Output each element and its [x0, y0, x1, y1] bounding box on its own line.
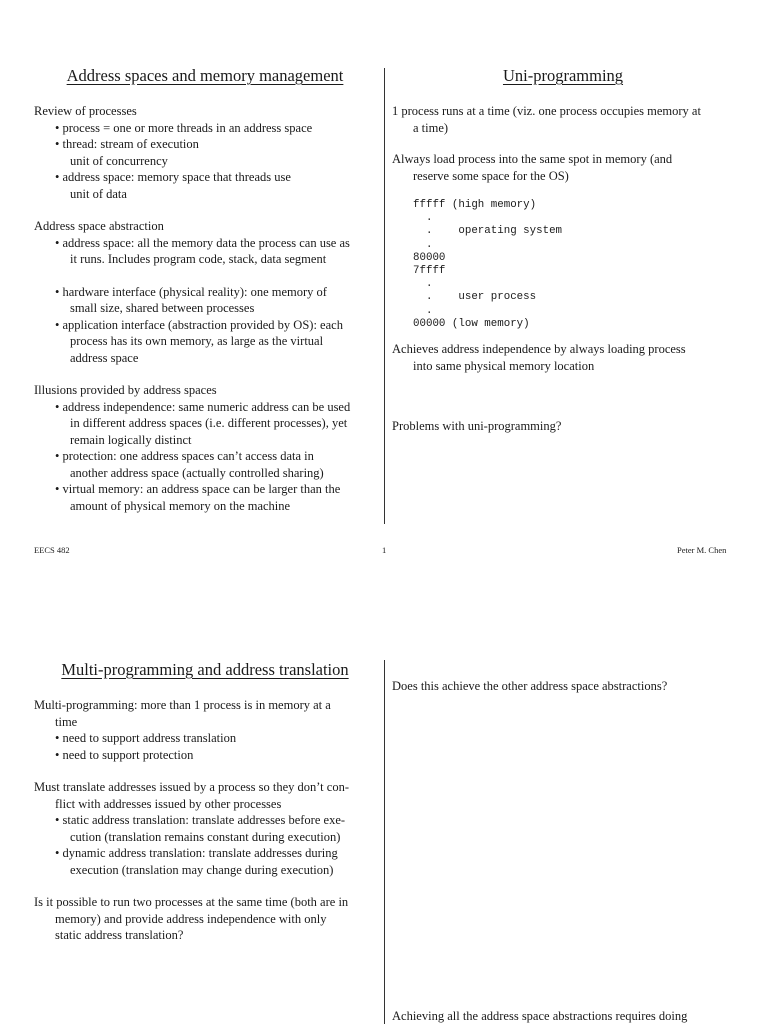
- illusions-bullet-line: • virtual memory: an address space can be larger than the: [55, 482, 341, 496]
- memory-map-line: .: [413, 304, 433, 317]
- multi-paragraph-line: time: [55, 714, 78, 729]
- memory-map-line: fffff (high memory): [413, 199, 537, 211]
- abstraction-bullet-line: • hardware interface (physical reality): one memory of: [55, 284, 327, 299]
- abstraction-bullet-line: it runs. Includes program code, stack, data segment: [70, 252, 327, 266]
- footer-page-number: 1: [382, 545, 387, 555]
- illusions-bullet-line: • address independence: same numeric address can be used: [55, 399, 351, 414]
- illusions-bullet-line: amount of physical memory on the machine: [70, 498, 291, 513]
- slide1-right-column: [392, 103, 742, 435]
- illusions-bullet-line: remain logically distinct: [70, 432, 192, 447]
- memory-map-line: .: [413, 212, 433, 225]
- footer-author: Peter M. Chen: [677, 545, 727, 555]
- abstraction-bullet-line: process has its own memory, as large as the virtual: [70, 334, 324, 348]
- uni-paragraph-line: reserve some space for the OS): [413, 168, 569, 183]
- multi-paragraph-line: Is it possible to run two processes at the same time (both are in: [34, 895, 349, 909]
- abstraction-bullet-line: small size, shared between processes: [70, 301, 255, 315]
- illusions-bullet-line: in different address spaces (i.e. different processes), yet: [70, 416, 348, 430]
- memory-map-line: .: [413, 278, 433, 291]
- abstraction-bullet-line: • address space: all the memory data the process can use as: [55, 235, 350, 250]
- memory-map: [392, 199, 742, 331]
- multi-bullet-line: cution (translation remains constant during execution): [70, 829, 341, 844]
- slide2-right-bottom-line: Achieving all the address space abstractions requires doing: [392, 1009, 688, 1023]
- review-bullet: • address space: memory space that threads use: [55, 170, 291, 184]
- slide2-left-title: Multi-programming and address translation: [61, 660, 349, 679]
- slide1-left-column: [34, 103, 376, 514]
- multi-bullet: • need to support address translation: [55, 731, 237, 745]
- multi-bullet: • need to support protection: [55, 747, 194, 762]
- footer-course: EECS 482: [34, 545, 70, 555]
- uni-paragraph-line: Achieves address independence by always loading process: [392, 342, 686, 357]
- review-bullet: • thread: stream of execution: [55, 137, 199, 151]
- slide2-right-question: Does this achieve the other address space abstractions?: [392, 679, 668, 693]
- column-divider-slide2: [384, 660, 385, 1024]
- abstraction-bullet-line: • application interface (abstraction provided by OS): each: [55, 317, 343, 332]
- illusions-bullet-line: • protection: one address spaces can’t access data in: [55, 449, 314, 463]
- multi-paragraph-line: memory) and provide address independence with only: [55, 911, 327, 926]
- uni-question: Problems with uni-programming?: [392, 419, 562, 434]
- abstraction-heading: Address space abstraction: [34, 219, 164, 233]
- illusions-heading: Illusions provided by address spaces: [34, 383, 217, 397]
- multi-bullet-line: • static address translation: translate addresses before exe-: [55, 813, 346, 827]
- multi-paragraph-line: Must translate addresses issued by a process so they don’t con-: [34, 780, 349, 794]
- uni-paragraph-line: Always load process into the same spot in memory (and: [392, 152, 673, 166]
- memory-map-line: . user process: [413, 291, 537, 304]
- multi-bullet-line: execution (translation may change during execution): [70, 862, 334, 877]
- review-subline: unit of data: [70, 186, 127, 201]
- slide1-left-title: Address spaces and memory management: [66, 66, 344, 85]
- uni-paragraph-line: into same physical memory location: [413, 358, 595, 373]
- uni-paragraph-line: 1 process runs at a time (viz. one process occupies memory at: [392, 104, 701, 118]
- slide1-right-title: Uni-programming: [502, 66, 624, 85]
- multi-bullet-line: • dynamic address translation: translate addresses during: [55, 846, 338, 860]
- slide2-left-column: [34, 697, 376, 944]
- memory-map-line: .: [413, 238, 433, 251]
- column-divider-slide1: [384, 68, 385, 524]
- abstraction-bullet-line: address space: [70, 350, 139, 365]
- memory-map-line: 80000: [413, 251, 446, 264]
- illusions-bullet-line: another address space (actually controlled sharing): [70, 465, 324, 480]
- memory-map-line: 00000 (low memory): [413, 317, 530, 330]
- multi-paragraph-line: static address translation?: [55, 928, 184, 942]
- review-subline: unit of concurrency: [70, 153, 168, 168]
- review-bullet: • process = one or more threads in an address space: [55, 120, 313, 135]
- multi-paragraph-line: Multi-programming: more than 1 process is in memory at a: [34, 698, 331, 712]
- memory-map-line: . operating system: [413, 225, 563, 238]
- memory-map-line: 7ffff: [413, 265, 446, 278]
- uni-paragraph-line: a time): [413, 120, 449, 135]
- multi-paragraph-line: flict with addresses issued by other processes: [55, 796, 282, 811]
- review-heading: Review of processes: [34, 104, 137, 118]
